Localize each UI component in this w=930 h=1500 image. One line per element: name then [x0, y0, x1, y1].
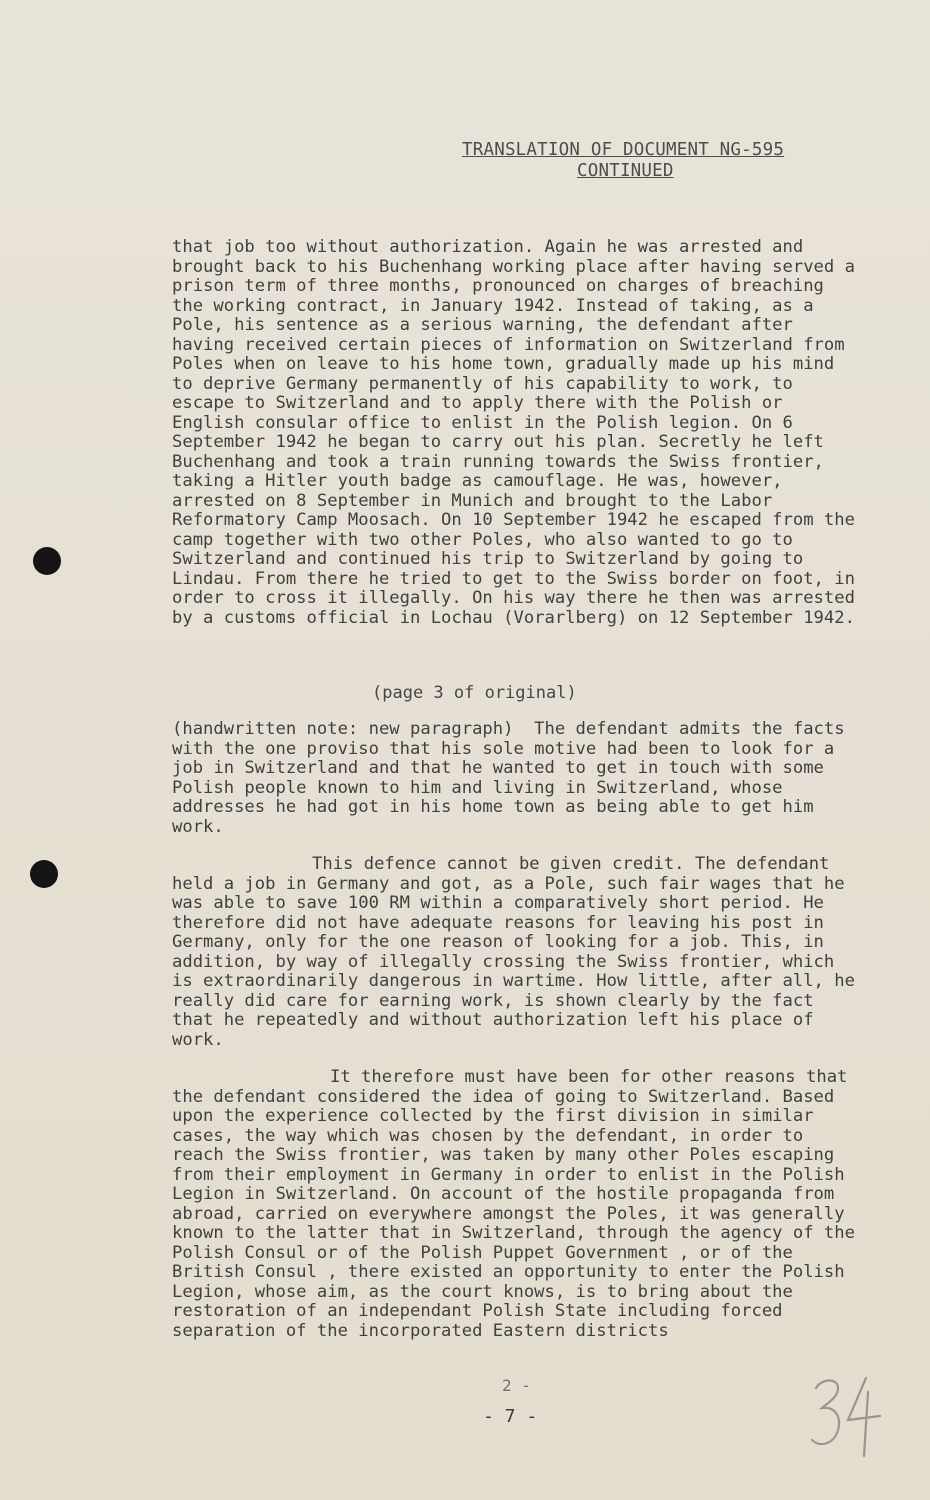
page-number: - 7 - — [483, 1406, 538, 1427]
page-reference-note: (page 3 of original) — [372, 683, 577, 703]
punch-hole-bottom — [30, 860, 58, 888]
paragraph-4: It therefore must have been for other reasons that the defendant considered the idea of going to Switzerland. Based upon the experience collected by the first division in similar cases, the way which was chosen by the defendant, in order to reach the Swiss frontier, was taken by many other Poles escaping from their employment in Germany in order to enlist in the Polish Legion in Switzerland. On account of the hostile propaganda from abroad, carried on everywhere amongst the Poles, it was generally known to the latter that in Switzerland, through the agency of the Polish Consul or of the Polish Puppet Government , or of the British Consul , there existed an opportunity to enter the Polish Legion, whose aim, as the court knows, is to bring about the restoration of an independant Polish State including forced separation of the incorporated Eastern districts — [172, 1067, 866, 1341]
punch-hole-top — [33, 547, 61, 575]
document-header — [462, 140, 832, 181]
paragraph-3: This defence cannot be given credit. The defendant held a job in Germany and got, as a Pole, such fair wages that he was able to save 100 RM within a comparatively short period. He therefore did not have adequate reasons for leaving his post in Germany, only for the one reason of looking for a job. This, in addition, by way of illegally crossing the Swiss frontier, which is extraordinarily dangerous in wartime. How little, after all, he really did care for earning work, is shown clearly by the fact that he repeatedly and without authorization left his place of work. — [172, 854, 866, 1050]
header-subtitle: CONTINUED — [577, 161, 674, 181]
handwritten-page-number — [808, 1370, 888, 1460]
footer-mark: 2 - — [502, 1376, 531, 1395]
header-title: TRANSLATION OF DOCUMENT NG-595 — [462, 140, 785, 160]
paragraph-2: (handwritten note: new paragraph) The defendant admits the facts with the one proviso that his sole motive had been to look for a job in Switzerland and that he wanted to get in touch with some Polish people known to him and living in Switzerland, whose addresses he had got in his home town as being able to get him work. — [172, 719, 855, 837]
paragraph-1: that job too without authorization. Again he was arrested and brought back to his Buchenhang working place after having served a prison term of three months, pronounced on charges of breaching the working contract, in January 1942. Instead of taking, as a Pole, his sentence as a serious warning, the defendant after having received certain pieces of information on Switzerland from Poles when on leave to his home town, gradually made up his mind to deprive Germany permanently of his capability to work, to escape to Switzerland and to apply there with the Polish or English consular office to enlist in the Polish legion. On 6 September 1942 he began to carry out his plan. Secretly he left Buchenhang and took a train running towards the Swiss frontier, taking a Hitler youth badge as camouflage. He was, however, arrested on 8 September in Munich and brought to the Labor Reformatory Camp Moosach. On 10 September 1942 he escaped from the camp together with two other Poles, who also wanted to go to Switzerland and continued his trip to Switzerland by going to Lindau. From there he tried to get to the Swiss border on foot, in order to cross it illegally. On his way there he then was arrested by a customs official in Lochau (Vorarlberg) on 12 September 1942. — [172, 237, 866, 628]
